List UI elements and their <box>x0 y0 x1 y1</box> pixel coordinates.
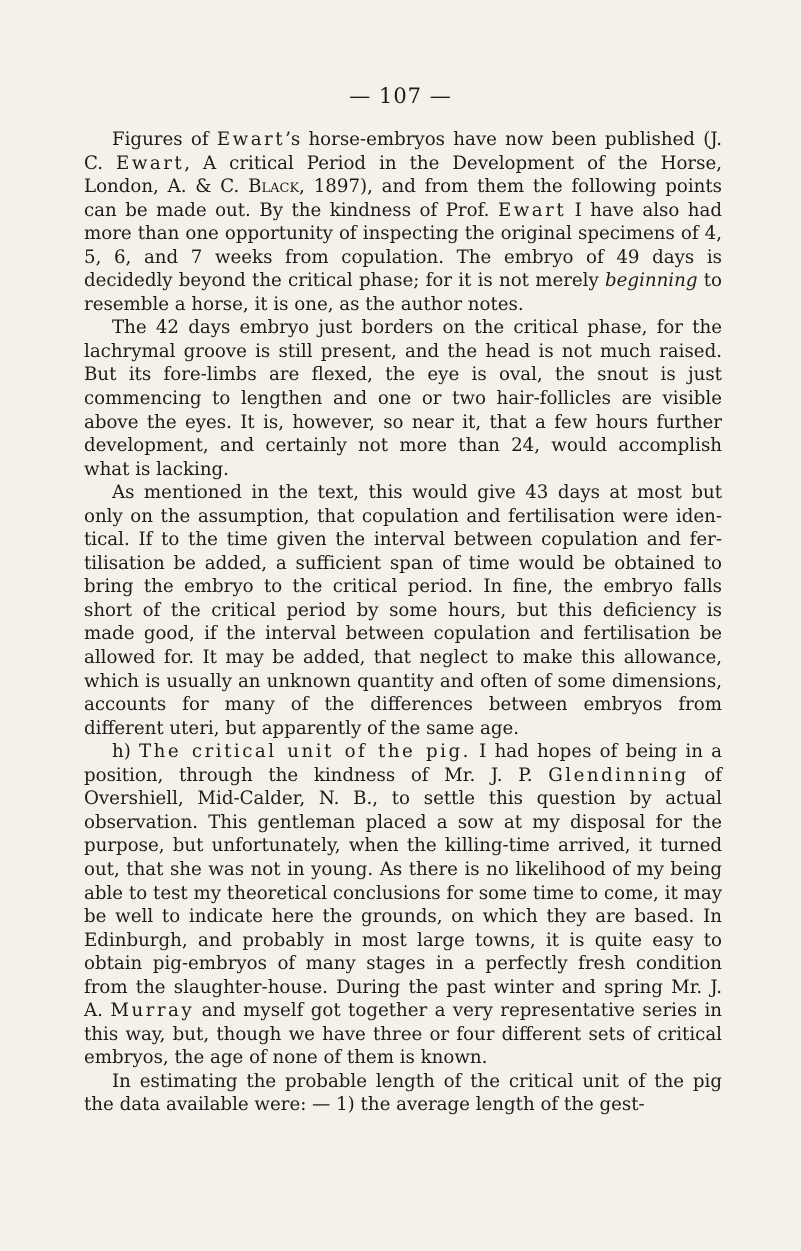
paragraph-critical-unit-pig <box>84 740 722 1070</box>
paragraph-42-days-embryo <box>84 316 722 481</box>
text-segment: , A critical Period in the Development of the Horse, London, A. & C. <box>84 152 722 198</box>
text-segment: Figures of <box>112 129 217 150</box>
paragraph-estimating-length <box>84 1070 722 1117</box>
text-segment: I had hopes of being in a position, through the kindness of Mr. J. P. <box>84 741 722 786</box>
text-segment: Glendinning <box>548 764 689 786</box>
text-segment: As mentioned in the text, this would give 43 days at most but only on the assumption, that copulation and fertilisation were identical. If to the time given the interval between copulation and fertilisation be added, a sufficient span of time would be obtained to bring the embryo to the critical period. In fine, the embryo falls short of the critical period by some hours, but this deficiency is made good, if the interval between copulation and fertilisation be allowed for. It may be added, that neglect to make this allowance, which is usually an unknown quantity and often of some dimensions, accounts for many of the differences between embryos from different uteri, but apparently of the same age. <box>84 482 722 739</box>
text-segment: beginning <box>605 270 698 292</box>
text-segment: Black <box>248 176 300 198</box>
text-segment: Ewart <box>216 129 286 150</box>
page-number: — 107 — <box>349 84 452 108</box>
text-segment: The 42 days embryo just borders on the critical phase, for the lachrymal groove is still present, and the head is not much raised. But its fore-limbs are flexed, the eye is oval, the snout is just commencing to lengthen and one or two hair-follicles are visible above the eyes. It is, however, so near it, that a few hours further development, and certainly not more than 24, would accomplish what is lacking. <box>84 317 722 480</box>
text-segment: Murray <box>110 1000 195 1022</box>
text-segment: I have also had more than one opportunity of inspecting the original specimens of 4, 5, 6, and 7 weeks from copulation. The embryo of 49 days is decidedly beyond the critical phase; for it is not merely <box>84 199 722 292</box>
text-segment: to resemble a horse, it is one, as the author notes. <box>84 270 722 315</box>
text-segment: The critical unit of the pig. <box>139 741 471 763</box>
body-text <box>84 128 722 1117</box>
text-segment: , 1897), and from them the following points can be made out. By the kindness of Prof. <box>84 176 723 221</box>
text-segment: ’s horse-embryos have now been published (J. C. <box>84 129 722 174</box>
text-segment: and myself got together a very representative series in this way, but, though we have three or four different sets of critical embryos, the age of none of them is known. <box>84 1000 722 1069</box>
text-segment: h) <box>112 741 140 763</box>
paragraph-ewart-figures <box>84 128 722 316</box>
text-segment: of Overshiell, Mid-Calder, N. B., to settle this question by actual observation. This gentleman placed a sow at my disposal for the purpose, but unfortunately, when the killing-time arrived, it turned out, that she was not in young. As there is no likelihood of my being able to test my theoretical conclusions for some time to come, it may be well to indicate here the grounds, on which they are based. In Edinburgh, and probably in most large towns, it is quite easy to obtain pig-embryos of many stages in a perfectly fresh condition from the slaughter-house. During the past winter and spring Mr. J. A. <box>84 764 722 1022</box>
text-segment: Ewart <box>497 199 567 221</box>
paragraph-copulation-fertilisation <box>84 481 722 740</box>
text-segment: Ewart <box>116 152 185 174</box>
text-segment: In estimating the probable length of the critical unit of the pig the data available were: — 1) the average length of the gest- <box>84 1070 722 1116</box>
